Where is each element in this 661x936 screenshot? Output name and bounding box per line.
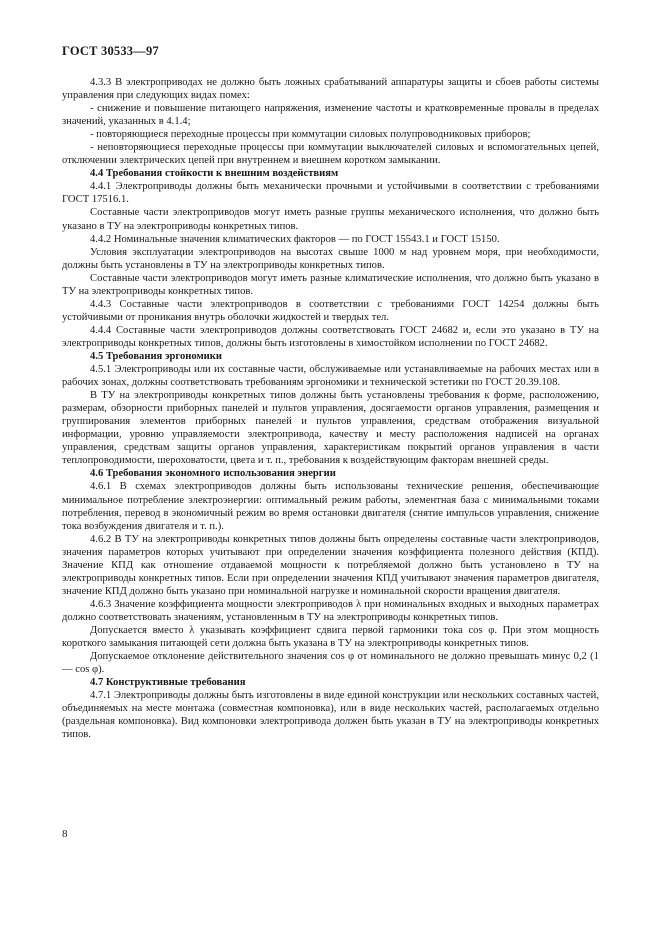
paragraph-4-6-3: 4.6.3 Значение коэффициента мощности электроприводов λ при номинальных входных и выходных параметрах должно соответствовать значениям, установленным в ТУ на электроприводы конкретных типов. [62, 598, 599, 623]
paragraph-4-4-3: 4.4.3 Составные части электроприводов в соответствии с требованиями ГОСТ 14254 должны быть устойчивыми от проникания внутрь оболочки жидкостей и твердых тел. [62, 298, 599, 323]
paragraph: В ТУ на электроприводы конкретных типов должны быть установлены требования к форме, расположению, размерам, обзорности приборных панелей и пультов управления, досягаемости органов управления, размещения и группирования элементов приборных панелей и пультов управления, средствам отображения визуальной информации, уровню управляемости электропривода, качеству и месту расположения надписей на органах управления, средствам защиты органов управления, характеристикам покрытий органов управления в части теплопроводимости, шероховатости, цвета и т. п., требования к воздействующим факторам внешней среды. [62, 390, 599, 467]
paragraph: Допускаемое отклонение действительного значения cos φ от номинального не должно превышать минус 0,2 (1 — cos φ). [62, 651, 599, 676]
paragraph-4-5-1: 4.5.1 Электроприводы или их составные части, обслуживаемые или устанавливаемые на рабочих местах или в рабочих зонах, должны соответствовать требованиям эргономики и технической эстетики по ГОСТ 20.39.108. [62, 364, 599, 389]
paragraph-list-item: - повторяющиеся переходные процессы при коммутации силовых полупроводниковых приборов; [90, 129, 531, 141]
paragraph: Составные части электроприводов могут иметь разные группы механического исполнения, что должно быть указано в ТУ на электроприводы конкретных типов. [62, 207, 599, 232]
paragraph-4-6-2: 4.6.2 В ТУ на электроприводы конкретных типов должны быть определены составные части электроприводов, значения параметров которых учитывают при определении значения коэффициента полезного действия (КПД). Значение КПД как отношение отдаваемой мощности к потребляемой должно быть установлено в ТУ на электроприводы конкретных типов. Если при определении значения КПД учитывают значения параметров двигателя, значение КПД должно быть указано при номинальной нагрузке и номинальной скорости вращения двигателя. [62, 533, 599, 597]
section-heading-4-5: 4.5 Требования эргономики [90, 350, 222, 362]
standard-header: ГОСТ 30533—97 [62, 44, 159, 58]
paragraph-4-4-2: 4.4.2 Номинальные значения климатических факторов — по ГОСТ 15543.1 и ГОСТ 15150. [90, 233, 500, 245]
paragraph-4-6-1: 4.6.1 В схемах электроприводов должны быть использованы технические решения, обеспечивающие минимальное потребление электроэнергии: оптимальный режим работы, элементная база с минимальными токами потребления, перевод в экономичный режим во время остановки двигателя (снятие импульсов управления, снижение тока возбуждения двигателя и т. п.). [62, 481, 599, 532]
document-body [62, 76, 599, 741]
section-heading-4-6: 4.6 Требования экономного использования энергии [90, 468, 336, 480]
section-heading-4-4: 4.4 Требования стойкости к внешним воздействиям [90, 168, 339, 180]
paragraph: Условия эксплуатации электроприводов на высотах свыше 1000 м над уровнем моря, при необходимости, должны быть установлены в ТУ на электроприводы конкретных типов. [62, 246, 599, 271]
paragraph-list-item: - неповторяющиеся переходные процессы при коммутации выключателей силовых и вспомогательных цепей, отключении электрических цепей при внутреннем и внешнем коротком замыкании. [62, 142, 599, 167]
paragraph-4-4-1: 4.4.1 Электроприводы должны быть механически прочными и устойчивыми в соответствии с требованиями ГОСТ 17516.1. [62, 181, 599, 206]
paragraph-4-4-4: 4.4.4 Составные части электроприводов должны соответствовать ГОСТ 24682 и, если это указано в ТУ на электроприводы конкретных типов, должны быть изготовлены в химостойком исполнении по ГОСТ 24682. [62, 324, 599, 349]
section-heading-4-7: 4.7 Конструктивные требования [90, 677, 246, 689]
paragraph-4-7-1: 4.7.1 Электроприводы должны быть изготовлены в виде единой конструкции или нескольких составных частей, объединяемых на месте монтажа (совместная компоновка), или в виде нескольких частей, располагаемых отдельно (раздельная компоновка). Вид компоновки электропривода должен быть указан в ТУ на электроприводы конкретных типов. [62, 690, 599, 741]
page-number: 8 [62, 828, 68, 840]
paragraph: Составные части электроприводов могут иметь разные климатические исполнения, что должно быть указано в ТУ на электроприводы конкретных типов. [62, 272, 599, 297]
paragraph: Допускается вместо λ указывать коэффициент сдвига первой гармоники тока cos φ. При этом мощность короткого замыкания питающей сети должна быть указана в ТУ на электроприводы конкретных типов. [62, 624, 599, 650]
paragraph-4-3-3: 4.3.3 В электроприводах не должно быть ложных срабатываний аппаратуры защиты и сбоев работы системы управления при следующих видах помех: [62, 77, 599, 102]
paragraph-list-item: - снижение и повышение питающего напряжения, изменение частоты и кратковременные провалы в пределах значений, указанных в 4.1.4; [62, 103, 599, 128]
